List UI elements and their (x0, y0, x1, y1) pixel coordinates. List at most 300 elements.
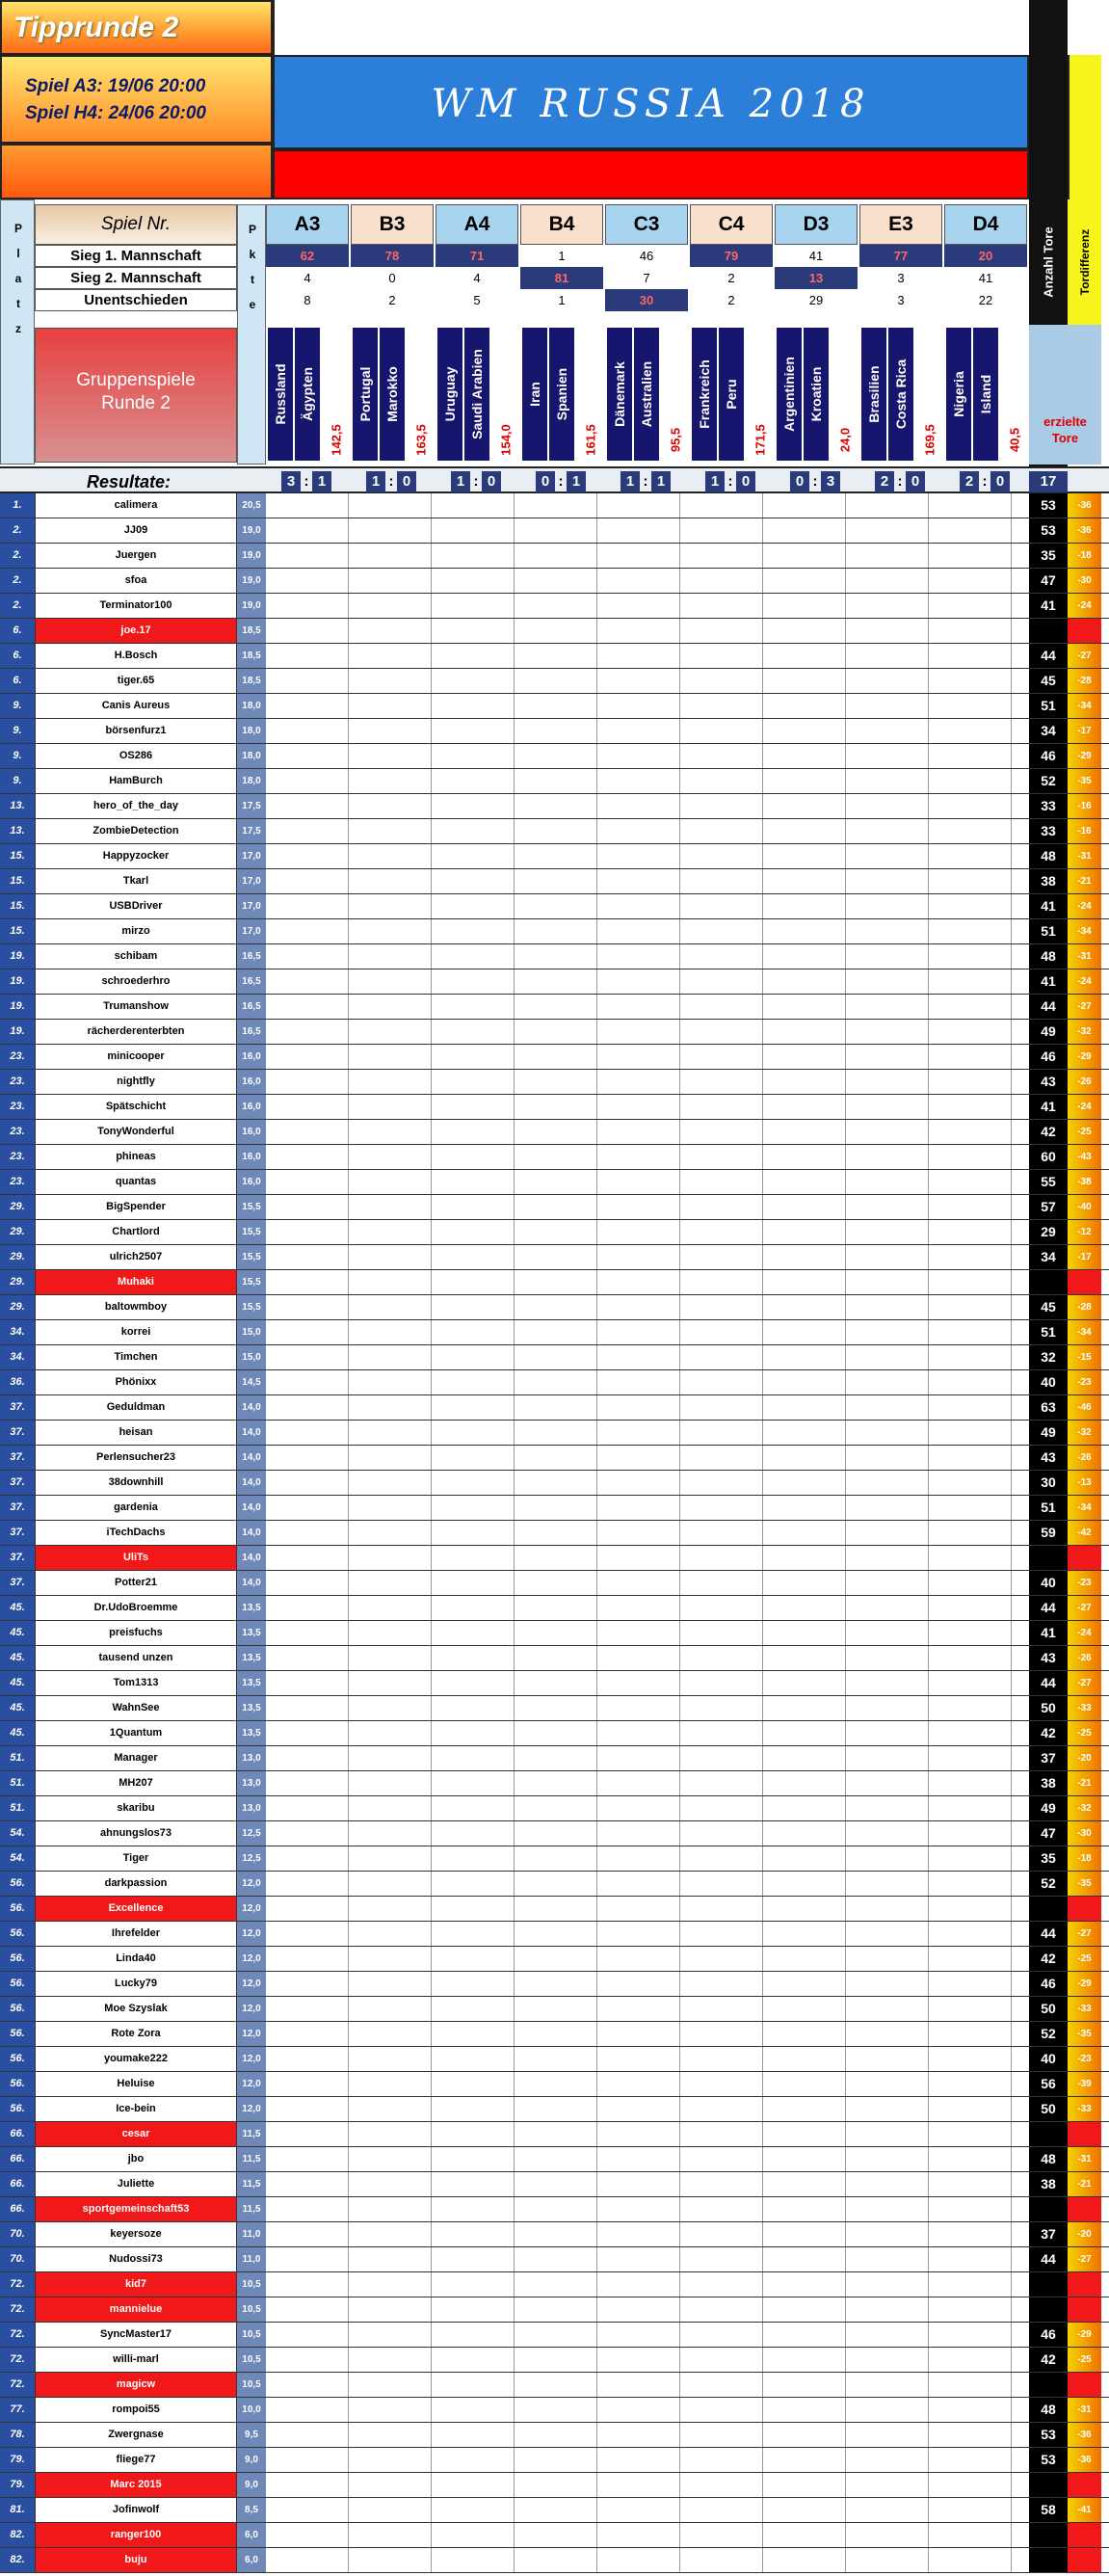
player-points: 10,5 (237, 2323, 266, 2347)
result-colon: : (643, 473, 648, 490)
player-goals: 34 (1029, 1245, 1068, 1269)
table-row (0, 1796, 1109, 1821)
table-row (0, 2523, 1109, 2548)
result-home: 1 (366, 471, 385, 492)
player-goal-diff: -23 (1068, 1571, 1101, 1595)
table-row (0, 569, 1109, 594)
result-colon: : (473, 473, 479, 490)
player-name: sportgemeinschaft53 (35, 2197, 237, 2221)
player-tips (266, 1370, 1029, 1394)
player-name: ulrich2507 (35, 1245, 237, 1269)
player-place: 29. (0, 1295, 35, 1319)
player-place: 2. (0, 569, 35, 593)
team-2-name: Island (978, 374, 993, 414)
player-tips (266, 2398, 1029, 2422)
player-tips (266, 2423, 1029, 2447)
player-goal-diff: -23 (1068, 1370, 1101, 1394)
team-2-name: Spanien (554, 367, 569, 421)
player-goal-diff: -43 (1068, 1145, 1101, 1169)
player-goal-diff: -29 (1068, 1972, 1101, 1996)
player-place: 37. (0, 1421, 35, 1445)
player-goals: 57 (1029, 1195, 1068, 1219)
player-points: 12,0 (237, 1972, 266, 1996)
player-tips (266, 644, 1029, 668)
table-row (0, 2548, 1109, 2573)
table-row (0, 1045, 1109, 1070)
player-tips (266, 1045, 1029, 1069)
team-1 (353, 328, 378, 461)
player-tips (266, 2072, 1029, 2096)
player-goal-diff: -38 (1068, 1170, 1101, 1194)
player-name: Happyzocker (35, 844, 237, 868)
player-goal-diff: -24 (1068, 1621, 1101, 1645)
player-goals (1029, 2197, 1068, 2221)
player-tips (266, 1721, 1029, 1745)
table-row (0, 493, 1109, 518)
table-row (0, 719, 1109, 744)
player-goal-diff: -23 (1068, 2047, 1101, 2071)
player-name: Linda40 (35, 1947, 237, 1971)
team-2-name: Ägypten (300, 367, 315, 421)
player-points: 18,0 (237, 719, 266, 743)
erzielte-tore-header (1029, 325, 1101, 465)
player-goals (1029, 1546, 1068, 1570)
player-tips (266, 1821, 1029, 1846)
match-average-value: 161,5 (583, 424, 598, 456)
player-points: 12,0 (237, 1997, 266, 2021)
player-goal-diff: -31 (1068, 2398, 1101, 2422)
table-row (0, 894, 1109, 919)
match-unentschieden: 1 (558, 293, 566, 307)
player-points: 18,5 (237, 644, 266, 668)
match-sieg1: 79 (690, 245, 773, 267)
player-goals: 50 (1029, 1997, 1068, 2021)
player-tips (266, 1496, 1029, 1520)
player-tips (266, 1746, 1029, 1770)
player-place: 15. (0, 919, 35, 943)
player-name: Rote Zora (35, 2022, 237, 2046)
player-tips (266, 669, 1029, 693)
table-row (0, 2197, 1109, 2222)
player-goals: 37 (1029, 2222, 1068, 2246)
player-name: ahnungslos73 (35, 1821, 237, 1846)
player-goals: 49 (1029, 1020, 1068, 1044)
player-points: 17,5 (237, 794, 266, 818)
player-place: 23. (0, 1170, 35, 1194)
player-goals (1029, 2523, 1068, 2547)
player-goals: 45 (1029, 669, 1068, 693)
match-sieg1: 20 (944, 245, 1027, 267)
player-goals: 33 (1029, 794, 1068, 818)
player-name: keyersoze (35, 2222, 237, 2246)
player-goals: 55 (1029, 1170, 1068, 1194)
team-1-name: Frankreich (697, 359, 712, 429)
player-goals (1029, 1897, 1068, 1921)
player-points: 16,0 (237, 1095, 266, 1119)
result-colon: : (982, 473, 988, 490)
player-name: Ice-bein (35, 2097, 237, 2121)
player-points: 14,0 (237, 1496, 266, 1520)
player-goal-diff: -34 (1068, 1320, 1101, 1344)
match-sieg2: 7 (643, 271, 650, 285)
result-home: 1 (621, 471, 640, 492)
player-name: ranger100 (35, 2523, 237, 2547)
player-goal-diff: -30 (1068, 1821, 1101, 1846)
player-goal-diff (1068, 2297, 1101, 2322)
table-row (0, 2122, 1109, 2147)
player-place: 29. (0, 1220, 35, 1244)
team-1-name: Argentinien (781, 357, 797, 432)
player-tips (266, 2147, 1029, 2171)
player-goal-diff: -35 (1068, 769, 1101, 793)
match-unentschieden: 29 (808, 293, 824, 307)
result-home: 1 (705, 471, 725, 492)
result-away: 1 (312, 471, 331, 492)
player-tips (266, 2122, 1029, 2146)
player-tips (266, 1546, 1029, 1570)
player-tips (266, 719, 1029, 743)
team-1-name: Brasilien (866, 365, 882, 423)
player-points: 14,0 (237, 1471, 266, 1495)
player-points: 10,5 (237, 2373, 266, 2397)
table-row (0, 1220, 1109, 1245)
player-tips (266, 2348, 1029, 2372)
player-goals: 41 (1029, 894, 1068, 918)
player-tips (266, 1446, 1029, 1470)
player-goals: 33 (1029, 819, 1068, 843)
player-tips (266, 1571, 1029, 1595)
player-tips (266, 694, 1029, 718)
player-name: rompoi55 (35, 2398, 237, 2422)
results-total-goals: 17 (1029, 471, 1068, 492)
table-row (0, 1546, 1109, 1571)
player-points: 11,0 (237, 2222, 266, 2246)
player-goal-diff: -24 (1068, 1095, 1101, 1119)
player-tips (266, 1145, 1029, 1169)
player-tips (266, 1195, 1029, 1219)
player-goal-diff: -26 (1068, 1646, 1101, 1670)
player-place: 56. (0, 1872, 35, 1896)
player-name: preisfuchs (35, 1621, 237, 1645)
player-tips (266, 2022, 1029, 2046)
player-points: 13,5 (237, 1721, 266, 1745)
table-row (0, 2272, 1109, 2297)
player-tips (266, 1120, 1029, 1144)
gruppenspiele-line1: Gruppenspiele (76, 370, 196, 390)
player-tips (266, 1070, 1029, 1094)
player-place: 15. (0, 844, 35, 868)
player-goals: 48 (1029, 2398, 1068, 2422)
player-goals: 35 (1029, 1846, 1068, 1871)
player-points: 10,5 (237, 2297, 266, 2322)
player-goal-diff: -20 (1068, 1746, 1101, 1770)
result-away: 0 (990, 471, 1010, 492)
player-points: 9,0 (237, 2473, 266, 2497)
platz-header (0, 199, 35, 465)
match-code: D4 (944, 204, 1027, 245)
table-row (0, 2448, 1109, 2473)
player-name: Ihrefelder (35, 1922, 237, 1946)
team-2 (634, 328, 659, 461)
player-name: baltowmboy (35, 1295, 237, 1319)
player-points: 20,5 (237, 493, 266, 518)
player-name: Jofinwolf (35, 2498, 237, 2522)
player-tips (266, 518, 1029, 543)
player-place: 13. (0, 819, 35, 843)
player-tips (266, 1696, 1029, 1720)
player-goals: 43 (1029, 1446, 1068, 1470)
player-name: kid7 (35, 2272, 237, 2297)
player-tips (266, 1295, 1029, 1319)
player-goal-diff: -20 (1068, 2222, 1101, 2246)
team-2 (888, 328, 913, 461)
player-goals: 41 (1029, 1095, 1068, 1119)
player-tips (266, 1671, 1029, 1695)
player-place: 66. (0, 2172, 35, 2196)
player-place: 37. (0, 1395, 35, 1420)
result-away: 3 (821, 471, 840, 492)
match-average-value: 154,0 (498, 424, 514, 456)
player-points: 19,0 (237, 569, 266, 593)
player-points: 18,0 (237, 694, 266, 718)
player-goal-diff: -36 (1068, 518, 1101, 543)
player-goal-diff: -21 (1068, 2172, 1101, 2196)
player-goals (1029, 619, 1068, 643)
player-points: 15,0 (237, 1345, 266, 1369)
platz-letter: P (13, 222, 22, 235)
team-1 (777, 328, 802, 461)
player-tips (266, 2097, 1029, 2121)
match-code: A4 (436, 204, 518, 245)
player-points: 13,0 (237, 1771, 266, 1795)
player-place: 56. (0, 1947, 35, 1971)
player-tips (266, 1170, 1029, 1194)
team-1 (268, 328, 293, 461)
match-sieg1: 1 (558, 249, 566, 263)
player-name: BigSpender (35, 1195, 237, 1219)
player-tips (266, 2323, 1029, 2347)
player-place: 70. (0, 2222, 35, 2246)
player-points: 16,5 (237, 1020, 266, 1044)
table-row (0, 919, 1109, 944)
player-goal-diff: -12 (1068, 1220, 1101, 1244)
player-goal-diff: -36 (1068, 493, 1101, 518)
player-tips (266, 1020, 1029, 1044)
player-goals: 40 (1029, 1370, 1068, 1394)
player-tips (266, 2473, 1029, 2497)
table-row (0, 2247, 1109, 2272)
player-tips (266, 1270, 1029, 1294)
player-points: 15,5 (237, 1220, 266, 1244)
player-points: 12,0 (237, 2022, 266, 2046)
player-place: 29. (0, 1270, 35, 1294)
player-points: 11,5 (237, 2172, 266, 2196)
player-tips (266, 2172, 1029, 2196)
player-goal-diff: -34 (1068, 1496, 1101, 1520)
player-place: 56. (0, 2097, 35, 2121)
diff-column-bg (1068, 55, 1101, 199)
player-points: 9,5 (237, 2423, 266, 2447)
player-goal-diff (1068, 2272, 1101, 2297)
match-average (320, 328, 353, 461)
wm-banner (273, 55, 1029, 149)
player-tips (266, 1395, 1029, 1420)
gruppenspiele-box (35, 328, 237, 463)
player-goals: 53 (1029, 2423, 1068, 2447)
player-goal-diff: -31 (1068, 844, 1101, 868)
team-2-name: Costa Rica (893, 359, 909, 430)
match-code: B3 (351, 204, 434, 245)
table-row (0, 1095, 1109, 1120)
player-name: HamBurch (35, 769, 237, 793)
player-tips (266, 1320, 1029, 1344)
table-row (0, 1421, 1109, 1446)
player-goals: 42 (1029, 2348, 1068, 2372)
banner-text: WM RUSSIA 2018 (431, 82, 871, 126)
player-place: 82. (0, 2548, 35, 2572)
player-place: 70. (0, 2247, 35, 2271)
player-goals: 44 (1029, 644, 1068, 668)
team-1 (861, 328, 886, 461)
player-goals: 60 (1029, 1145, 1068, 1169)
player-place: 37. (0, 1546, 35, 1570)
player-goals (1029, 2473, 1068, 2497)
table-row (0, 2222, 1109, 2247)
player-points: 14,0 (237, 1395, 266, 1420)
unentschieden-label: Unentschieden (35, 289, 237, 311)
result-colon: : (558, 473, 564, 490)
player-points: 18,5 (237, 619, 266, 643)
table-row (0, 1997, 1109, 2022)
player-points: 6,0 (237, 2523, 266, 2547)
player-goals: 37 (1029, 1746, 1068, 1770)
table-row (0, 2473, 1109, 2498)
player-tips (266, 2548, 1029, 2572)
team-1-name: Portugal (357, 366, 373, 422)
player-name: Tiger (35, 1846, 237, 1871)
player-goals: 40 (1029, 1571, 1068, 1595)
player-name: calimera (35, 493, 237, 518)
player-goal-diff: -17 (1068, 719, 1101, 743)
table-row (0, 1070, 1109, 1095)
player-place: 36. (0, 1370, 35, 1394)
player-place: 37. (0, 1571, 35, 1595)
player-tips (266, 2247, 1029, 2271)
player-name: Terminator100 (35, 594, 237, 618)
player-name: Canis Aureus (35, 694, 237, 718)
player-goal-diff: -16 (1068, 819, 1101, 843)
player-tips (266, 2373, 1029, 2397)
player-points: 10,5 (237, 2272, 266, 2297)
player-goals: 38 (1029, 2172, 1068, 2196)
player-name: Heluise (35, 2072, 237, 2096)
player-points: 12,0 (237, 2072, 266, 2096)
team-1 (692, 328, 717, 461)
player-goal-diff: -13 (1068, 1471, 1101, 1495)
player-goals: 50 (1029, 2097, 1068, 2121)
match-unentschieden: 2 (388, 293, 396, 307)
result-colon: : (727, 473, 733, 490)
player-place: 19. (0, 995, 35, 1019)
player-goals: 35 (1029, 544, 1068, 568)
player-goals: 52 (1029, 769, 1068, 793)
player-goals: 49 (1029, 1421, 1068, 1445)
player-goal-diff: -29 (1068, 2323, 1101, 2347)
table-row (0, 1170, 1109, 1195)
player-goals: 45 (1029, 1295, 1068, 1319)
player-goal-diff: -27 (1068, 1596, 1101, 1620)
player-points: 15,0 (237, 1320, 266, 1344)
player-goals: 48 (1029, 944, 1068, 969)
player-place: 45. (0, 1596, 35, 1620)
player-place: 82. (0, 2523, 35, 2547)
player-name: darkpassion (35, 1872, 237, 1896)
team-2 (549, 328, 574, 461)
table-row (0, 1320, 1109, 1345)
player-place: 45. (0, 1671, 35, 1695)
player-goal-diff: -33 (1068, 2097, 1101, 2121)
player-goal-diff: -18 (1068, 1846, 1101, 1871)
player-goals: 44 (1029, 1922, 1068, 1946)
match-sieg1: 41 (808, 249, 824, 263)
player-place: 2. (0, 594, 35, 618)
player-place: 37. (0, 1446, 35, 1470)
player-goal-diff: -30 (1068, 569, 1101, 593)
player-goal-diff (1068, 2373, 1101, 2397)
result-home: 2 (960, 471, 979, 492)
player-name: Lucky79 (35, 1972, 237, 1996)
player-goal-diff: -29 (1068, 744, 1101, 768)
player-points: 13,5 (237, 1671, 266, 1695)
player-goal-diff: -17 (1068, 1245, 1101, 1269)
player-goals: 53 (1029, 493, 1068, 518)
player-place: 72. (0, 2297, 35, 2322)
team-2-name: Australien (639, 360, 654, 428)
player-tips (266, 1421, 1029, 1445)
match-average-value: 163,5 (413, 424, 429, 456)
player-goal-diff: -39 (1068, 2072, 1101, 2096)
table-row (0, 669, 1109, 694)
player-points: 11,5 (237, 2197, 266, 2221)
table-row (0, 1746, 1109, 1771)
player-tips (266, 1872, 1029, 1896)
player-place: 56. (0, 1997, 35, 2021)
player-name: Nudossi73 (35, 2247, 237, 2271)
team-1 (946, 328, 971, 461)
player-place: 45. (0, 1721, 35, 1745)
player-goals: 44 (1029, 1596, 1068, 1620)
player-points: 14,0 (237, 1546, 266, 1570)
player-goal-diff: -24 (1068, 894, 1101, 918)
match-sieg2: 2 (727, 271, 735, 285)
player-tips (266, 1521, 1029, 1545)
player-name: mirzo (35, 919, 237, 943)
player-points: 12,0 (237, 1897, 266, 1921)
player-points: 11,5 (237, 2147, 266, 2171)
pkte-letter: e (249, 298, 256, 311)
player-goal-diff (1068, 1897, 1101, 1921)
player-goals: 42 (1029, 1120, 1068, 1144)
match-unentschieden: 5 (473, 293, 481, 307)
next-game-2: Spiel H4: 24/06 20:00 (25, 103, 206, 123)
team-2-name: Saudi Arabien (469, 349, 485, 439)
team-1-name: Russland (273, 363, 288, 425)
player-goal-diff: -34 (1068, 919, 1101, 943)
match-sieg2: 3 (897, 271, 905, 285)
player-goal-diff (1068, 1270, 1101, 1294)
player-goals: 50 (1029, 1696, 1068, 1720)
player-name: tausend unzen (35, 1646, 237, 1670)
